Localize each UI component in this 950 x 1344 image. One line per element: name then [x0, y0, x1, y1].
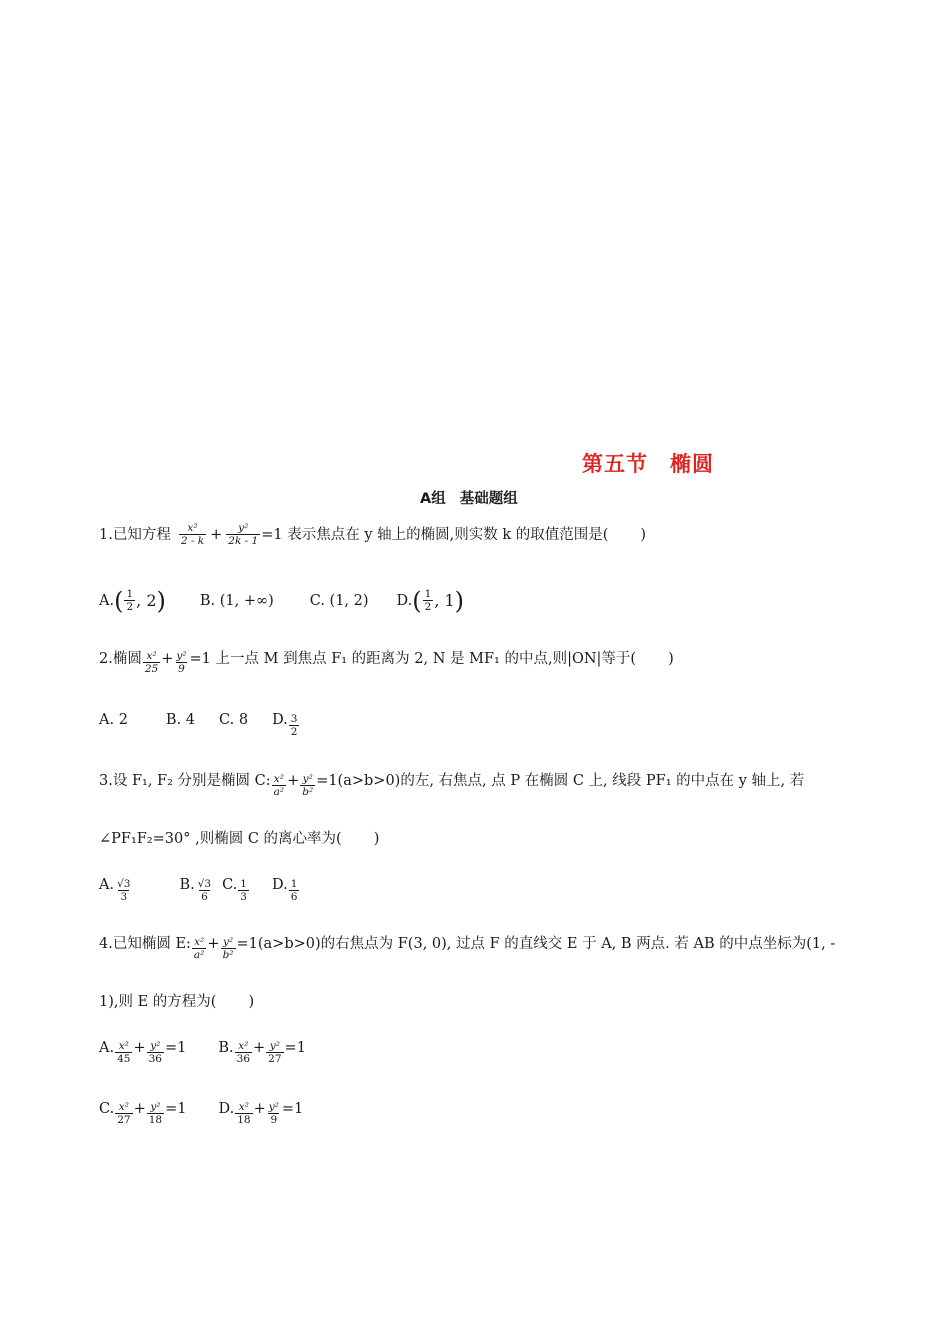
q4-options-row-1 — [99, 1035, 306, 1065]
q4-a-d1: 45 — [117, 1053, 131, 1065]
q4-c-d1: 27 — [117, 1114, 131, 1126]
q3-fraction-2 — [300, 773, 315, 798]
q3-option-d-fraction — [289, 878, 300, 903]
q2-option-d-fraction — [289, 713, 300, 738]
q2-fraction-2 — [174, 650, 188, 675]
q2-prefix: 2.椭圆 — [99, 650, 142, 667]
q4-option-c-plus: + — [133, 1100, 146, 1117]
q1-f1-denominator: 2 - k — [180, 535, 205, 547]
q4-fraction-1 — [192, 936, 206, 961]
q4-option-c-frac-2 — [147, 1101, 164, 1126]
q3-suffix: =1(a>b>0)的左, 右焦点, 点 P 在椭圆 C 上, 线段 PF₁ 的中点在 y 轴上, 若 — [316, 772, 805, 789]
q4-option-a-plus: + — [133, 1039, 146, 1056]
q2-suffix: =1 上一点 M 到焦点 F₁ 的距离为 2, N 是 MF₁ 的中点,则|ON|等于( — [189, 650, 637, 667]
q3-option-a-num: √3 — [117, 878, 131, 890]
q3-line2-text: ∠PF₁F₂=30° ,则椭圆 C 的离心率为( — [99, 831, 342, 847]
q1-fraction-2 — [226, 522, 260, 547]
q4-b-d1: 36 — [236, 1053, 251, 1065]
q4-option-a-eq: =1 — [165, 1039, 187, 1056]
q4-d-d1: 18 — [237, 1114, 251, 1126]
q4-options-row-2 — [99, 1096, 304, 1126]
q1-option-a-fraction — [124, 588, 135, 613]
q4-a-n1: x² — [118, 1040, 129, 1052]
q4-option-b[interactable] — [218, 1035, 306, 1065]
q4-c-n1: x² — [118, 1101, 129, 1113]
q2-option-d-num: 3 — [290, 713, 298, 725]
q1-option-d-label: D. — [396, 592, 413, 609]
q4-option-d[interactable] — [218, 1096, 304, 1126]
group-subtitle: 基础题组 — [459, 491, 518, 507]
q2-option-d[interactable] — [272, 707, 300, 738]
q1-option-d[interactable]: D. ( $\frac{1}{2}$ , 1 ) — [396, 586, 465, 615]
q4-option-c[interactable] — [99, 1096, 187, 1126]
q4-option-b-frac-2 — [266, 1040, 283, 1065]
q2-f1-numerator: x² — [146, 650, 157, 662]
q4-plus: + — [207, 935, 220, 952]
q4-c-n2: y² — [150, 1101, 161, 1113]
q4-option-a-frac-2 — [147, 1040, 164, 1065]
q3-option-a-den: 3 — [120, 891, 128, 903]
q2-options — [99, 707, 300, 738]
q1-options — [99, 588, 464, 613]
q3-option-b-den: 6 — [201, 891, 208, 903]
q3-option-d-num: 1 — [290, 878, 298, 890]
q2-option-d-label: D. — [272, 711, 288, 728]
q1-option-d-rest: , 1 — [434, 590, 455, 610]
q1-option-a-rest: , 2 — [136, 590, 157, 610]
q4-b-n1: x² — [238, 1040, 249, 1052]
q3-prefix: 3.设 F₁, F₂ 分别是椭圆 C: — [99, 772, 271, 789]
q1-option-d-fraction — [423, 588, 434, 613]
q2-f2-numerator: y² — [176, 650, 187, 662]
q2-option-c[interactable]: C. 8 — [219, 711, 249, 728]
q3-option-c-label: C. — [222, 876, 238, 893]
q2-option-d-den: 2 — [290, 726, 298, 738]
q4-suffix: =1(a>b>0)的右焦点为 F(3, 0), 过点 F 的直线交 E 于 A, B 两点. 若 AB 的中点坐标为(1, - — [236, 935, 836, 952]
q4-fraction-2 — [221, 936, 236, 961]
group-label: A组 — [420, 491, 446, 507]
q4-c-d2: 18 — [148, 1114, 163, 1126]
q1-option-a-num: 1 — [126, 588, 134, 600]
question-2 — [99, 646, 674, 675]
question-3 — [99, 768, 805, 798]
section-title-number: 第五节 — [582, 452, 648, 476]
q3-option-c-num: 1 — [240, 878, 247, 890]
q4-b-n2: y² — [269, 1040, 280, 1052]
q1-option-b[interactable]: B. (1, +∞) — [199, 592, 274, 609]
q4-option-c-eq: =1 — [165, 1100, 187, 1117]
q1-option-c[interactable]: C. (1, 2) — [309, 592, 369, 609]
q1-prefix: 1.已知方程 — [99, 526, 171, 543]
q4-option-a-label: A. — [99, 1039, 115, 1056]
q4-d-d2: 9 — [270, 1114, 278, 1126]
q1-option-a-den: 2 — [126, 601, 134, 613]
group-heading — [420, 487, 518, 508]
q3-close: ) — [373, 831, 380, 847]
q4-line2-text: 1),则 E 的方程为( — [99, 994, 217, 1010]
q4-option-d-eq: =1 — [281, 1100, 304, 1117]
q1-f2-denominator: 2k - 1 — [228, 535, 259, 547]
question-4 — [99, 931, 836, 961]
q4-option-d-plus: + — [253, 1100, 266, 1117]
q3-option-a[interactable] — [99, 872, 133, 903]
q3-option-d[interactable] — [271, 872, 300, 903]
section-title — [582, 448, 714, 478]
q4-prefix: 4.已知椭圆 E: — [99, 935, 191, 952]
q4-f2-denominator: b² — [222, 949, 234, 961]
q4-close: ) — [248, 994, 255, 1010]
q1-option-d-den: 2 — [424, 601, 432, 613]
q3-option-b-fraction — [196, 878, 213, 903]
q2-option-b[interactable]: B. 4 — [165, 711, 196, 728]
q4-f2-numerator: y² — [222, 936, 234, 948]
q3-fraction-1 — [272, 773, 286, 798]
q1-option-a[interactable]: A. ( $\frac{1}{2}$ , 2 ) — [99, 586, 166, 615]
q4-line-2 — [99, 992, 254, 1012]
q4-option-a-frac-1 — [115, 1040, 132, 1065]
q3-option-a-fraction — [115, 878, 132, 903]
q3-option-b-num: √3 — [197, 878, 212, 890]
q3-plus: + — [287, 772, 300, 789]
q4-d-n2: y² — [268, 1101, 279, 1113]
q1-fraction-1 — [179, 522, 206, 547]
q3-option-c-den: 3 — [240, 891, 247, 903]
q4-a-n2: y² — [150, 1040, 161, 1052]
q3-option-d-label: D. — [271, 876, 288, 893]
q4-f1-denominator: a² — [193, 949, 205, 961]
q4-a-d2: 36 — [148, 1053, 162, 1065]
q4-option-b-label: B. — [218, 1039, 234, 1056]
q3-option-c[interactable] — [222, 872, 250, 903]
q3-f2-numerator: y² — [302, 773, 313, 785]
q3-f1-denominator: a² — [273, 786, 285, 798]
q3-f1-numerator: x² — [273, 773, 284, 785]
q4-option-d-frac-2 — [267, 1101, 281, 1126]
q2-f1-denominator: 25 — [144, 663, 159, 675]
q3-f2-denominator: b² — [302, 786, 314, 798]
q3-options — [99, 872, 300, 903]
q4-option-a[interactable] — [99, 1035, 187, 1065]
q1-option-a-label: A. — [99, 592, 115, 609]
q4-option-c-frac-1 — [115, 1101, 132, 1126]
q1-close: ) — [640, 526, 647, 543]
q3-option-c-fraction — [238, 878, 249, 903]
q1-f2-numerator: y² — [238, 522, 249, 534]
q4-option-b-frac-1 — [235, 1040, 252, 1065]
q4-option-d-label: D. — [218, 1100, 235, 1117]
q1-plus: + — [210, 526, 223, 543]
q4-option-b-eq: =1 — [284, 1039, 306, 1056]
q3-option-b-label: B. — [179, 876, 195, 893]
q4-option-c-label: C. — [99, 1100, 115, 1117]
q1-f1-numerator: x² — [187, 522, 198, 534]
section-title-topic: 椭圆 — [670, 452, 714, 476]
q2-f2-denominator: 9 — [178, 663, 185, 675]
q3-option-d-den: 6 — [290, 891, 298, 903]
q2-option-a[interactable]: A. 2 — [99, 711, 128, 728]
q3-line-2 — [99, 829, 379, 849]
q4-f1-numerator: x² — [194, 936, 205, 948]
q4-option-b-plus: + — [253, 1039, 266, 1056]
q2-plus: + — [161, 650, 174, 667]
q2-close: ) — [668, 650, 674, 667]
q1-suffix: =1 表示焦点在 y 轴上的椭圆,则实数 k 的取值范围是( — [261, 526, 609, 543]
q1-option-d-num: 1 — [424, 588, 432, 600]
q3-option-b[interactable] — [179, 872, 214, 903]
q4-b-d2: 27 — [268, 1053, 282, 1065]
q3-option-a-label: A. — [99, 876, 115, 893]
question-1 — [99, 522, 646, 547]
q4-d-n1: x² — [238, 1101, 249, 1113]
q2-fraction-1 — [143, 650, 160, 675]
q4-option-d-frac-1 — [235, 1101, 252, 1126]
